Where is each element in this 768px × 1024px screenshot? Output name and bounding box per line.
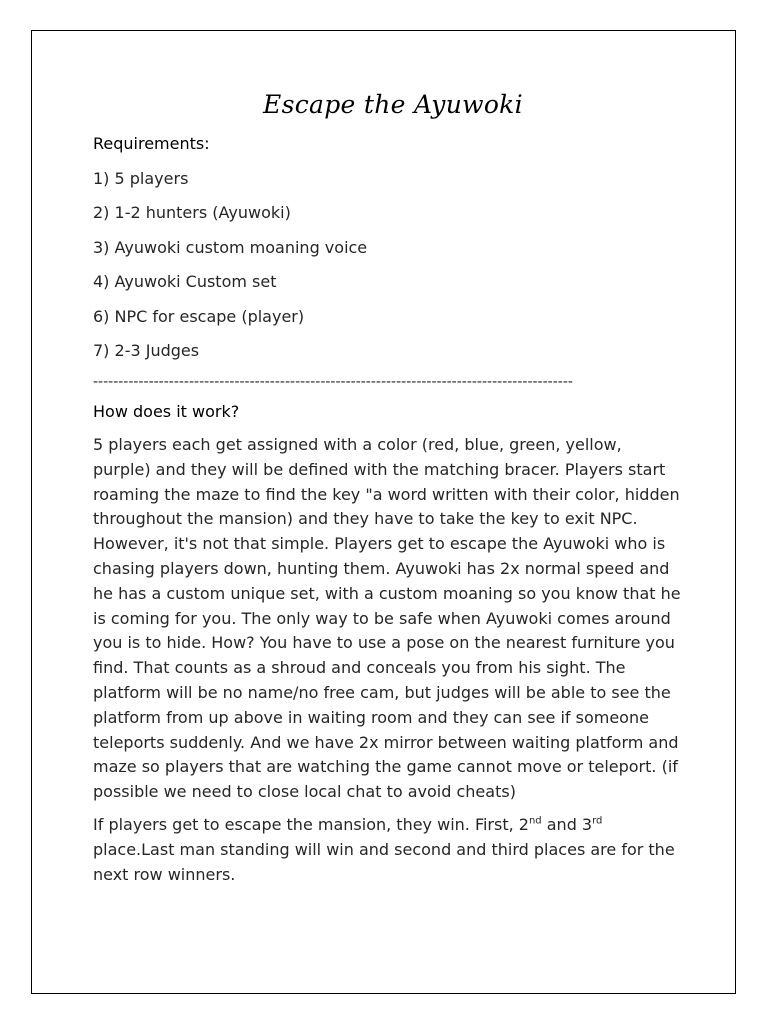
requirements-list	[93, 168, 683, 363]
requirement-item: 1) 5 players	[93, 168, 189, 188]
winning-paragraph	[93, 813, 683, 887]
requirement-item: 6) NPC for escape (player)	[93, 306, 305, 326]
ordinal-suffix-nd: nd	[528, 815, 542, 827]
requirement-item: 2) 1-2 hunters (Ayuwoki)	[93, 203, 291, 222]
winning-text-part1: If players get to escape the mansion, they win. First, 2	[93, 814, 529, 834]
dashed-divider: -----------------------------------------------------------------------------------------------	[93, 374, 573, 390]
how-it-works-heading: How does it work?	[93, 402, 240, 421]
document-content	[93, 85, 683, 887]
winning-text-part3: place.Last man standing will win and second and third places are for the next row winners.	[93, 839, 675, 884]
requirement-item: 4) Ayuwoki Custom set	[93, 272, 277, 291]
ordinal-suffix-rd: rd	[592, 815, 603, 827]
how-it-works-paragraph: 5 players each get assigned with a color (red, blue, green, yellow, purple) and they will be defined with the matching bracer. Players start roaming the maze to find the key "a word written with their color, hidden throughout the mansion) and they have to take the key to exit NPC. However, it's not that simple. Players get to escape the Ayuwoki who is chasing players down, hunting them. Ayuwoki has 2x normal speed and he has a custom unique set, with a custom moaning so you know that he is coming for you. The only way to be safe when Ayuwoki comes around you is to hide. How? You have to use a pose on the nearest furniture you find. That counts as a shroud and conceals you from his sight. The platform will be no name/no free cam, but judges will be able to see the platform from up above in waiting room and they can see if someone teleports suddenly. And we have 2x mirror between waiting platform and maze so players that are watching the game cannot move or teleport. (if possible we need to close local chat to avoid cheats)	[93, 435, 681, 802]
requirement-item: 3) Ayuwoki custom moaning voice	[93, 237, 368, 257]
document-title: Escape the Ayuwoki	[263, 90, 523, 119]
winning-text-part2: and 3	[541, 814, 593, 834]
requirement-item: 7) 2-3 Judges	[93, 341, 200, 360]
requirements-heading: Requirements:	[93, 134, 210, 153]
